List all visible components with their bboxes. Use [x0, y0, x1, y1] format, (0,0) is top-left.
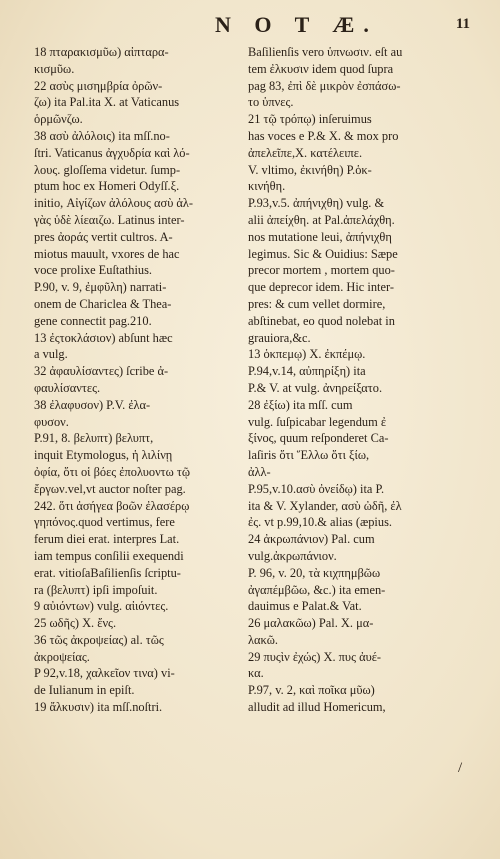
text-line: ita & V. Xylander, ασὺ ὠδῆ, ἐλ	[248, 498, 402, 513]
text-line: V. vltimo, ἐκινήθη) P.ὁκ-	[248, 162, 372, 177]
text-line: Baſilienſis vero ὑπνωσιν. eſt au	[248, 45, 403, 59]
text-line: ferum diei erat. interpres Lat.	[34, 532, 180, 547]
text-line: λακῶ.	[248, 632, 278, 647]
text-line: nos mutatione leui, ἀπήνιχθη	[248, 229, 392, 244]
text-line: φυσον.	[34, 414, 69, 429]
text-line: 28 ἐξίω) ita mſſ. cum	[248, 397, 353, 412]
text-line: P.95,v.10.ασὺ ὀνείδῳ) ita P.	[248, 481, 385, 496]
text-line: tem ἐλκυσιν idem quod ſupra	[248, 61, 394, 76]
text-line: pres ἀοράς vertit cultros. A-	[34, 229, 173, 244]
text-line: erat. vitioſaBaſilienſis ſcriptu-	[34, 565, 181, 580]
text-line: 22 ασὺς μισημβρία ὀρῶν-	[34, 78, 163, 93]
right-column	[248, 44, 468, 716]
text-line: abſtinebat, eo quod nolebat in	[248, 313, 395, 328]
text-line: pag 83, ἐπὶ δὲ μικρὸν ἐσπάσω-	[248, 78, 401, 93]
text-line: λους. gloſſema videtur. ſump-	[34, 162, 181, 177]
text-line: P.90, v. 9, ἐμφῦλη) narrati-	[34, 280, 167, 295]
text-line: 24 ἀκρωπάνιον) Pal. cum	[248, 532, 375, 547]
text-line: initio, Αἰγίζων ἀλόλους ασὺ ἀλ-	[34, 196, 194, 211]
text-line: legimus. Sic & Ouidius: Sæpe	[248, 246, 398, 261]
text-line: P.& V. at vulg. ἀνηρείξατο.	[248, 380, 383, 395]
text-line: 21 τῷ τρόπῳ) inſeruimus	[248, 112, 372, 127]
text-line: P 92,v.18, χαλκεῖον τινα) vi-	[34, 666, 175, 681]
text-line: iam tempus conſilii exequendi	[34, 548, 184, 563]
text-line: P. 96, v. 20, τὰ κιχπημβῶω	[248, 565, 381, 580]
text-line: 25 ωδῆς) X. ἔνς.	[34, 616, 117, 631]
text-line: γὰς ὑδὲ λίεαιζω. Latinus inter-	[34, 212, 185, 227]
text-line: το ὑπνες.	[248, 95, 294, 110]
text-line: alludit ad illud Homericum,	[248, 700, 386, 715]
text-line: ra (βελυπτ) ipſi impoſuit.	[34, 582, 158, 597]
text-line: ζω) ita Pal.ita X. at Vaticanus	[34, 95, 180, 110]
text-line: ἀλλ-	[248, 464, 271, 479]
text-line: gene connectit pag.210.	[34, 313, 152, 328]
text-line: de Iulianum in epiſt.	[34, 683, 135, 698]
page-mark: /	[458, 760, 463, 776]
text-line: 13 ἐςτοκλάσιον) abſunt hæc	[34, 330, 173, 345]
text-line: 18 πταρακισμῦω) αἰπταρα-	[34, 45, 169, 59]
text-line: P.91, 8. βελυπτ) βελυπτ,	[34, 431, 154, 446]
text-line: dauimus e Palat.& Vat.	[248, 599, 362, 614]
text-line: κισμῦω.	[34, 61, 75, 76]
text-line: 26 μαλακῶω) Pal. X. μα-	[248, 616, 374, 631]
text-line: ſtri. Vaticanus ἀγχυδρία καὶ λό-	[34, 145, 190, 160]
text-line: P.94,v.14, αὐπηρίξη) ita	[248, 364, 366, 379]
text-line: alii ἀπείχθη. at Pal.ἀπελάχθη.	[248, 212, 395, 227]
text-line: 32 ἀφαυλίσαντες) ſcribe ἀ-	[34, 364, 169, 379]
page-number: 11	[455, 16, 470, 32]
text-line: P.97, v. 2, καὶ ποῖκα μῦω)	[248, 683, 375, 698]
text-line: voce prolixe Euſtathius.	[34, 263, 153, 278]
text-line: 36 τῶς ἀκροψείας) al. τῶς	[34, 632, 164, 647]
text-line: 19 ἄλκυσιν) ita mſſ.noſtri.	[34, 700, 163, 715]
left-column	[34, 44, 224, 716]
text-line: ὀφία, ὅτι οἱ βόες ἐπολυοντω τῷ	[34, 464, 191, 479]
running-head: N O T Æ.	[215, 12, 378, 37]
text-line: ἔργων.vel,vt auctor noſter pag.	[34, 481, 186, 496]
text-line: ἀκροψείας.	[34, 649, 90, 664]
page-header	[0, 12, 500, 42]
text-line: ἐς. vt p.99,10.& alias (æpius.	[248, 515, 392, 530]
text-line: ὁρμῶνζω.	[34, 112, 83, 127]
text-line: precor mortem , mortem quo-	[248, 263, 395, 278]
text-line: pres: & cum vellet dormire,	[248, 296, 386, 311]
text-line: vulg. ſuſpicabar legendum ἐ	[248, 414, 387, 429]
text-line: φαυλίσαντες.	[34, 380, 101, 395]
text-line: vulg.ἀκρωπάνιον.	[248, 548, 337, 563]
text-line: κα.	[248, 666, 264, 681]
text-line: ἀπελεῖπε,X. κατέλειπε.	[248, 145, 363, 160]
text-line: que deprecor idem. Hic inter-	[248, 280, 394, 295]
text-line: ἀγαπέμβῶω, &c.) ita emen-	[248, 582, 386, 597]
text-line: 38 ασὺ ἀλόλοις) ita mſſ.no-	[34, 128, 170, 143]
text-line: P.93,v.5. ἀπήνιχθη) vulg. &	[248, 196, 385, 211]
text-line: inquit Etymologus, ἡ λιλίνῃ	[34, 448, 173, 463]
text-line: 9 αὐιόντων) vulg. αἰιόντες.	[34, 599, 169, 614]
text-line: ξίνος, quum reſponderet Ca-	[248, 431, 389, 446]
text-line: ptum hoc ex Homeri Odyſſ.ξ.	[34, 179, 180, 194]
text-line: miotus mauult, vxores de hac	[34, 246, 180, 261]
text-line: κινήθη.	[248, 179, 286, 194]
text-line: 13 ὁκπεμῳ) X. ἐκπέμῳ.	[248, 347, 366, 362]
text-line: grauiora,&c.	[248, 330, 311, 345]
text-line: 38 ἐλαφυσον) P.V. ἐλα-	[34, 397, 151, 412]
text-line: onem de Chariclea & Thea-	[34, 296, 172, 311]
text-line: has voces e P.& X. & mox pro	[248, 128, 399, 143]
text-line: 29 πυςὶν ἐχώς) X. πυς ἀυέ-	[248, 649, 382, 664]
text-line: γηπόνος.quod vertimus, fere	[34, 515, 175, 530]
text-line: 242. ὅτι ἀσήγεα βοῶν ἐλασέρῳ	[34, 498, 190, 513]
text-line: laſiris ὅτι Ἕλλω ὅτι ξίω,	[248, 448, 370, 463]
text-line: a vulg.	[34, 347, 68, 362]
